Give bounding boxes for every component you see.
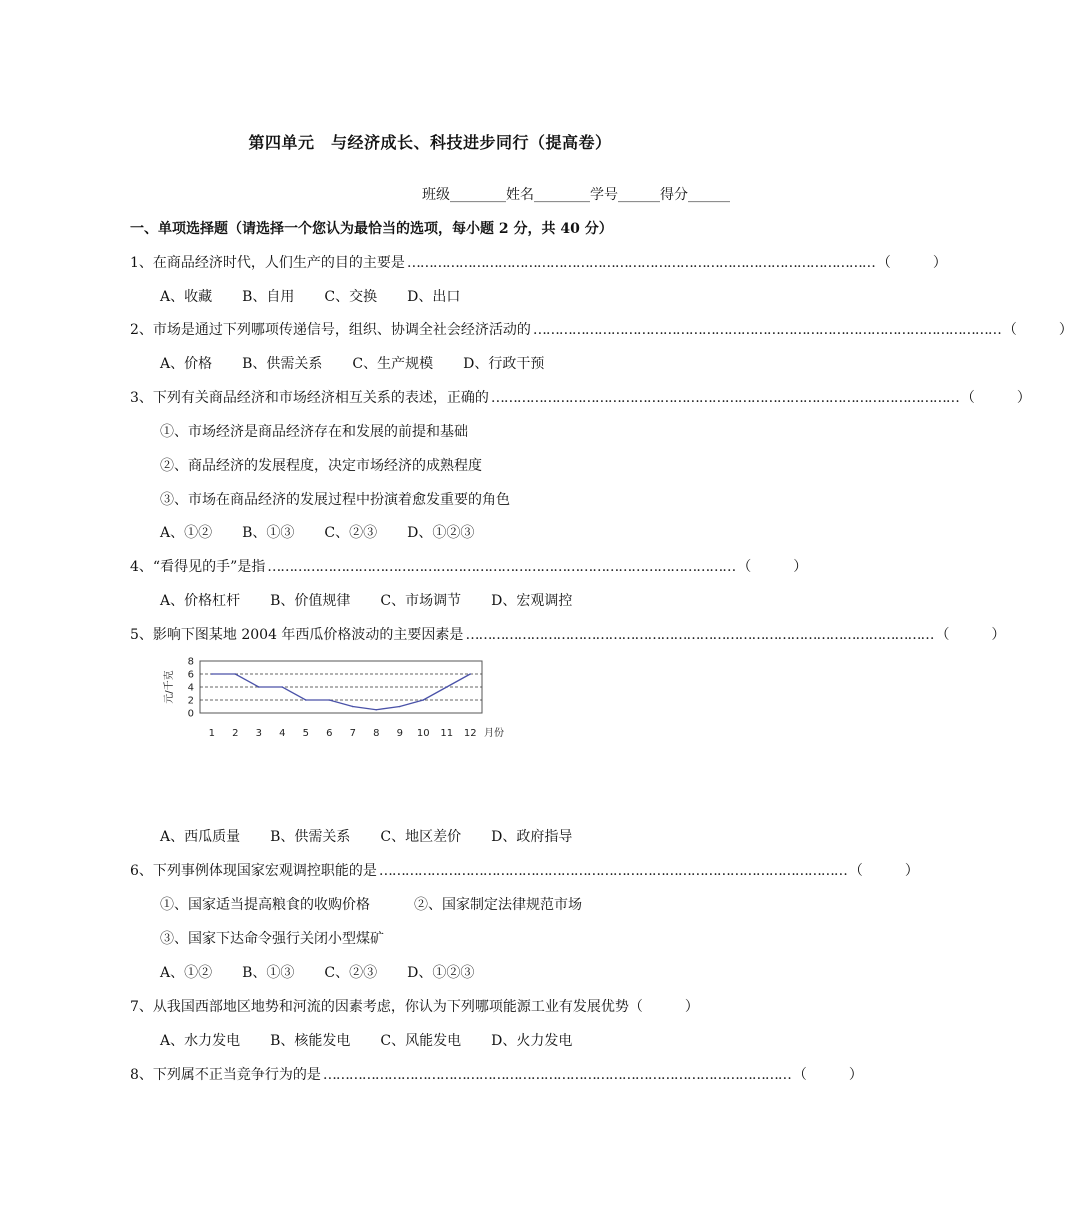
statement-3: ③、国家下达命令强行关闭小型煤矿: [160, 931, 384, 947]
statement-1: ①、国家适当提高粮食的收购价格: [160, 897, 370, 913]
statement-2: ②、国家制定法律规范市场: [414, 897, 582, 913]
option-c: C、②③: [324, 525, 378, 541]
leader-dots: ………………………………………………………………………………………………: [532, 322, 1001, 338]
question-6-options: [160, 962, 760, 982]
price-series-line: [212, 674, 471, 710]
answer-blank: （ ）: [960, 390, 1031, 406]
statement-3: ③、市场在商品经济的发展过程中扮演着愈发重要的角色: [160, 492, 510, 508]
question-text: 5、影响下图某地 2004 年西瓜价格波动的主要因素是: [130, 627, 464, 643]
leader-dots: ………………………………………………………………………………………………: [378, 863, 847, 879]
x-tick-label: 4: [279, 728, 286, 739]
option-a: A、收藏: [160, 289, 213, 305]
x-tick-label: 12: [463, 728, 477, 739]
y-axis-label: 元/千克: [164, 670, 175, 704]
option-a: A、价格杠杆: [160, 593, 241, 609]
question-1-options: [160, 286, 760, 306]
leader-dots: ………………………………………………………………………………………………: [322, 1067, 791, 1083]
page-title: 第四单元 与经济成长、科技进步同行（提高卷）: [248, 133, 612, 152]
y-tick-label: 4: [187, 682, 194, 694]
option-d: D、①②③: [407, 965, 475, 981]
question-text: 4、“看得见的手”是指: [130, 559, 266, 575]
question-5: [130, 624, 1006, 644]
y-tick-label: 2: [187, 695, 194, 707]
x-tick-label: 9: [396, 728, 403, 739]
data-point: [258, 686, 260, 688]
leader-dots: ………………………………………………………………………………………………: [490, 390, 959, 406]
question-7-options: [160, 1030, 760, 1050]
option-c: C、②③: [324, 965, 378, 981]
answer-blank: （ ）: [848, 863, 919, 879]
student-info-line: 班级________姓名________学号______得分______: [422, 187, 730, 203]
option-c: C、风能发电: [380, 1033, 462, 1049]
x-tick-label: 2: [232, 728, 239, 739]
option-c: C、生产规模: [352, 356, 434, 372]
option-d: D、行政干预: [463, 356, 545, 372]
option-a: A、①②: [160, 965, 213, 981]
data-point: [281, 686, 283, 688]
option-a: A、价格: [160, 356, 213, 372]
statement-row-1: [160, 894, 760, 914]
question-7: [130, 996, 730, 1016]
data-point: [422, 699, 424, 701]
question-4-options: [160, 590, 760, 610]
question-8: [130, 1064, 863, 1084]
question-text: 1、在商品经济时代，人们生产的目的主要是: [130, 255, 405, 271]
option-c: C、地区差价: [380, 829, 462, 845]
x-tick-label: 8: [373, 728, 380, 739]
watermelon-price-chart: [160, 655, 520, 745]
option-d: D、出口: [407, 289, 461, 305]
question-2: [130, 319, 1073, 339]
leader-dots: ………………………………………………………………………………………………: [267, 559, 736, 575]
y-tick-label: 8: [187, 656, 194, 668]
question-3: [130, 387, 1031, 407]
question-4: [130, 556, 808, 576]
question-text: 2、市场是通过下列哪项传递信号，组织、协调全社会经济活动的: [130, 322, 531, 338]
option-a: A、水力发电: [160, 1033, 241, 1049]
x-tick-label: 5: [302, 728, 309, 739]
option-b: B、价值规律: [270, 593, 351, 609]
y-tick-label: 6: [187, 669, 194, 681]
x-tick-label: 1: [208, 728, 215, 739]
question-2-options: [160, 353, 760, 373]
data-point: [469, 673, 471, 675]
question-3-options: [160, 522, 760, 542]
data-point: [375, 709, 377, 711]
question-text: 8、下列属不正当竞争行为的是: [130, 1067, 321, 1083]
option-b: B、①③: [242, 525, 295, 541]
answer-blank: （ ）: [935, 627, 1006, 643]
statement-1: ①、市场经济是商品经济存在和发展的前提和基础: [160, 424, 468, 440]
x-tick-label: 10: [416, 728, 430, 739]
data-point: [234, 673, 236, 675]
answer-blank: （ ）: [876, 255, 947, 271]
option-b: B、自用: [242, 289, 295, 305]
option-d: D、宏观调控: [491, 593, 573, 609]
option-b: B、供需关系: [270, 829, 351, 845]
question-1: [130, 252, 947, 272]
x-tick-label: 6: [326, 728, 333, 739]
data-point: [399, 706, 401, 708]
x-tick-label: 11: [440, 728, 454, 739]
question-text: 7、从我国西部地区地势和河流的因素考虑，你认为下列哪项能源工业有发展优势: [130, 999, 629, 1015]
leader-dots: ………………………………………………………………………………………………: [406, 255, 875, 271]
question-text: 3、下列有关商品经济和市场经济相互关系的表述，正确的: [130, 390, 489, 406]
answer-blank: （ ）: [1002, 322, 1073, 338]
option-d: D、①②③: [407, 525, 475, 541]
data-point: [211, 673, 213, 675]
data-point: [305, 699, 307, 701]
question-6: [130, 860, 919, 880]
statement-2: ②、商品经济的发展程度，决定市场经济的成熟程度: [160, 458, 482, 474]
y-tick-label: 0: [187, 708, 194, 720]
question-text: 6、下列事例体现国家宏观调控职能的是: [130, 863, 377, 879]
question-5-options: [160, 826, 760, 846]
option-a: A、西瓜质量: [160, 829, 241, 845]
x-axis-label: 月份: [484, 728, 504, 739]
option-b: B、供需关系: [242, 356, 323, 372]
data-point: [352, 706, 354, 708]
option-d: D、政府指导: [491, 829, 573, 845]
data-point: [446, 686, 448, 688]
option-c: C、交换: [324, 289, 378, 305]
answer-blank: （ ）: [792, 1067, 863, 1083]
option-d: D、火力发电: [491, 1033, 573, 1049]
option-a: A、①②: [160, 525, 213, 541]
x-tick-label: 7: [349, 728, 356, 739]
section-heading: 一、单项选择题（请选择一个您认为最恰当的选项，每小题 2 分，共 40 分）: [130, 221, 613, 237]
x-tick-label: 3: [255, 728, 262, 739]
leader-dots: ………………………………………………………………………………………………: [465, 627, 934, 643]
data-point: [328, 699, 330, 701]
option-b: B、①③: [242, 965, 295, 981]
option-b: B、核能发电: [270, 1033, 351, 1049]
option-c: C、市场调节: [380, 593, 462, 609]
answer-blank: （ ）: [737, 559, 808, 575]
answer-blank: （ ）: [628, 999, 699, 1015]
